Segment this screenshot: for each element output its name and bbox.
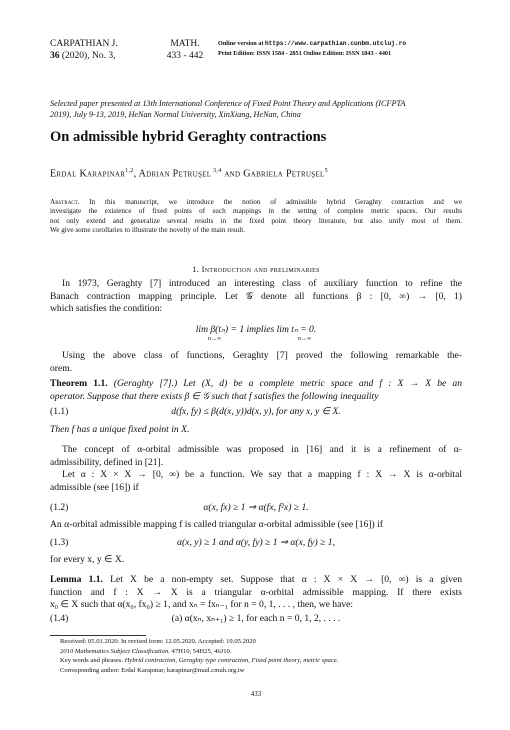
footnotes xyxy=(60,637,470,675)
paragraph-triangular: An α-orbital admissible mapping f is called triangular α-orbital admissible (see [16]) if xyxy=(50,519,383,530)
equation-number: (1.1) xyxy=(50,406,69,417)
conference-note xyxy=(50,98,462,120)
text-line: Banach contraction mapping principle. Let 𝒢 denote all functions β : [0, ∞) → [0, 1) xyxy=(50,290,462,302)
paper-title: On admissible hybrid Geraghty contractions xyxy=(50,129,327,145)
paragraph-orbital xyxy=(50,444,462,494)
separator: and xyxy=(221,168,244,180)
journal-line: CARPATHIAN J. xyxy=(50,39,118,49)
equation-limit: lim β(tₙ) = 1 implies lim tₙ = 0. xyxy=(195,324,317,335)
msc-codes: 47H10, 54H25, 46J10. xyxy=(169,647,232,655)
page-number: 433 xyxy=(250,690,262,698)
volume-line xyxy=(50,50,160,62)
lemma-1-1 xyxy=(50,574,462,612)
affiliation-mark: 1,2 xyxy=(125,168,134,174)
msc-line xyxy=(60,647,470,657)
conference-note-line: Selected paper presented at 13th International Conference of Fixed Point Theory and Applications (ICFPTA xyxy=(50,99,406,108)
online-url[interactable]: https://www.carpathian.cunbm.utcluj.ro xyxy=(264,40,407,47)
equation-number: (1.4) xyxy=(50,613,69,624)
equation-number: (1.3) xyxy=(50,537,69,548)
theorem-label: Theorem 1.1. xyxy=(50,378,108,389)
equation-1-4: (a) α(xₙ, xₙ₊₁) ≥ 1, for each n = 0, 1, 2, . . . . xyxy=(171,613,341,624)
section-heading: 1. Introduction and preliminaries xyxy=(192,264,320,274)
issn-line xyxy=(218,49,478,59)
limit-subscript: n→∞ xyxy=(208,336,222,342)
text-line xyxy=(50,378,462,391)
text-line: admissibility, defined in [21]. xyxy=(50,456,164,468)
text-line: admissible (see [16]) if xyxy=(50,481,139,493)
subject-line: MATH. xyxy=(170,39,200,49)
online-info xyxy=(218,39,478,59)
page-range: 433 - 442 xyxy=(166,51,204,61)
separator: , xyxy=(133,168,139,180)
theorem-text: (Geraghty [7].) Let (X, d) be a complete metric space and f : X → X be an xyxy=(113,378,463,389)
text-line xyxy=(50,574,462,587)
text-line: operator. Suppose that there exists β ∈ 𝒢 such that f satisfies the following inequality xyxy=(50,390,379,402)
abstract xyxy=(50,198,462,236)
paragraph-intro xyxy=(50,278,462,316)
text-line: function and f : X → X is a triangular α-orbital admissible mapping. If there exists xyxy=(50,586,462,598)
text-line: In 1973, Geraghty [7] introduced an interesting class of auxiliary function to refine the xyxy=(62,278,462,289)
affiliation-mark: 3,4 xyxy=(211,168,222,174)
limit-subscript: n→∞ xyxy=(298,336,312,342)
theorem-conclusion: Then f has a unique fixed point in X. xyxy=(50,424,190,435)
text-line: The concept of α-orbital admissible was proposed in [16] and it is a refinement of α- xyxy=(62,444,462,455)
abstract-line: We give some corollaries to illustrate the novelty of the main result. xyxy=(50,226,246,235)
conference-note-line: 2019), July 9-13, 2019, HeNan Normal University, XinXiang, HeNan, China xyxy=(50,110,301,119)
lemma-text: Let X be a non-empty set. Suppose that α : X × X → [0, ∞) is a given xyxy=(110,574,462,585)
online-line xyxy=(218,39,478,49)
affiliation-mark: 5 xyxy=(324,168,328,174)
lemma-label: Lemma 1.1. xyxy=(50,574,103,585)
text-line: Let α : X × X → [0, ∞) be a function. We say that a mapping f : X → X is α-orbital xyxy=(62,469,462,481)
abstract-label: Abstract. xyxy=(50,198,80,206)
keywords: Hybrid contraction, Geraghty type contraction, Fixed point theory, metric space. xyxy=(123,657,339,665)
text-line: which satisfies the condition: xyxy=(50,303,163,315)
keywords-line xyxy=(60,656,470,666)
abstract-line xyxy=(50,198,462,207)
msc-label: 2010 Mathematics Subject Classification. xyxy=(60,647,170,655)
theorem-1-1 xyxy=(50,378,462,403)
equation-1-3: α(x, y) ≥ 1 and α(y, fy) ≥ 1 ⇒ α(x, fy) ≥ 1, xyxy=(176,537,335,548)
author-name: Adrian Petruşel xyxy=(138,168,212,180)
text-line: for every x, y ∈ X. xyxy=(50,554,125,565)
year-issue: (2020), No. 3, xyxy=(61,51,116,61)
text-line: orem. xyxy=(50,362,73,374)
text-line: x₀ ∈ X such that α(x₀, fx₀) ≥ 1, and xₙ = fxₙ₋₁ for n = 0, 1, . . . , then, we have: xyxy=(50,599,354,611)
author-name: Gabriela Petruşel xyxy=(243,168,325,180)
abstract-line: not only extend and generalize several results in the fixed point theory literature, but also unify most of them. xyxy=(50,216,462,225)
online-label: Online version at xyxy=(218,40,264,47)
paragraph-geraghty xyxy=(50,350,462,375)
journal-subject xyxy=(160,38,210,62)
author-name: Erdal Karapınar xyxy=(50,168,126,180)
volume: 36 xyxy=(50,51,60,61)
text-line: Using the above class of functions, Geraghty [7] proved the following remarkable the- xyxy=(62,350,462,361)
equation-1-1: d(fx, fy) ≤ β(d(x, y))d(x, y), for any x, y ∈ X. xyxy=(171,406,341,417)
received-dates: Received: 05.01.2020. In revised form: 12.05.2020. Accepted: 19.05.2020 xyxy=(60,638,256,645)
issn: Print Edition: ISSN 1584 - 2851 Online Edition: ISSN 1843 - 4401 xyxy=(218,50,392,57)
keywords-label: Key words and phrases. xyxy=(60,657,123,665)
footnote-rule xyxy=(50,635,146,636)
author-list xyxy=(50,168,470,179)
journal-name xyxy=(50,38,160,62)
equation-number: (1.2) xyxy=(50,502,69,513)
abstract-text: In this manuscript, we introduce the notion of admissible hybrid Geraghty contraction and we xyxy=(89,198,463,206)
abstract-line: investigate the existence of fixed points of such mappings in the setting of complete metric spaces. Our results xyxy=(50,207,462,216)
equation-1-2: α(x, fx) ≥ 1 ⇒ α(fx, f²x) ≥ 1. xyxy=(203,502,309,513)
corresponding-author: Corresponding author: Erdal Karapınar; karapinar@mail.cmuh.org.tw xyxy=(60,666,245,674)
